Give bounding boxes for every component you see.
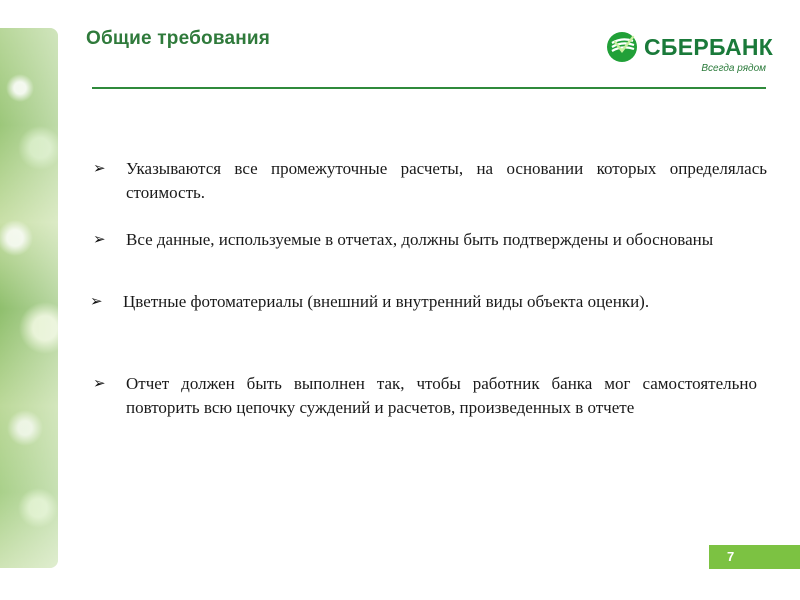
- bullet-item: [90, 290, 732, 314]
- page-number-badge: [709, 545, 800, 569]
- bullet-item: [93, 157, 767, 205]
- logo-wordmark: СБЕРБАНК: [644, 34, 774, 60]
- header-divider: [92, 87, 766, 89]
- arrow-bullet-icon: ➢: [93, 161, 106, 177]
- logo-tagline: Всегда рядом: [701, 63, 766, 74]
- sberbank-logo-icon: [606, 31, 638, 63]
- bullet-item: [93, 372, 757, 420]
- arrow-bullet-icon: ➢: [90, 294, 103, 310]
- slide-title: Общие требования: [86, 28, 271, 49]
- bullet-item: [93, 228, 757, 252]
- page-number: 7: [727, 549, 735, 564]
- arrow-bullet-icon: ➢: [93, 376, 106, 392]
- bullet-text: Все данные, используемые в отчетах, должны быть подтверждены и обоснованы: [126, 230, 714, 249]
- bullet-text: Цветные фотоматериалы (внешний и внутренний виды объекта оценки).: [123, 292, 650, 311]
- arrow-bullet-icon: ➢: [93, 232, 106, 248]
- sberbank-logo: [606, 31, 774, 77]
- decorative-leaf-strip: [0, 28, 58, 568]
- bullet-text: Указываются все промежуточные расчеты, на основании которых определялась стоимость.: [126, 159, 767, 202]
- bullet-text: Отчет должен быть выполнен так, чтобы работник банка мог самостоятельно повторить всю цепочку суждений и расчетов, произведенных в отчете: [126, 374, 757, 417]
